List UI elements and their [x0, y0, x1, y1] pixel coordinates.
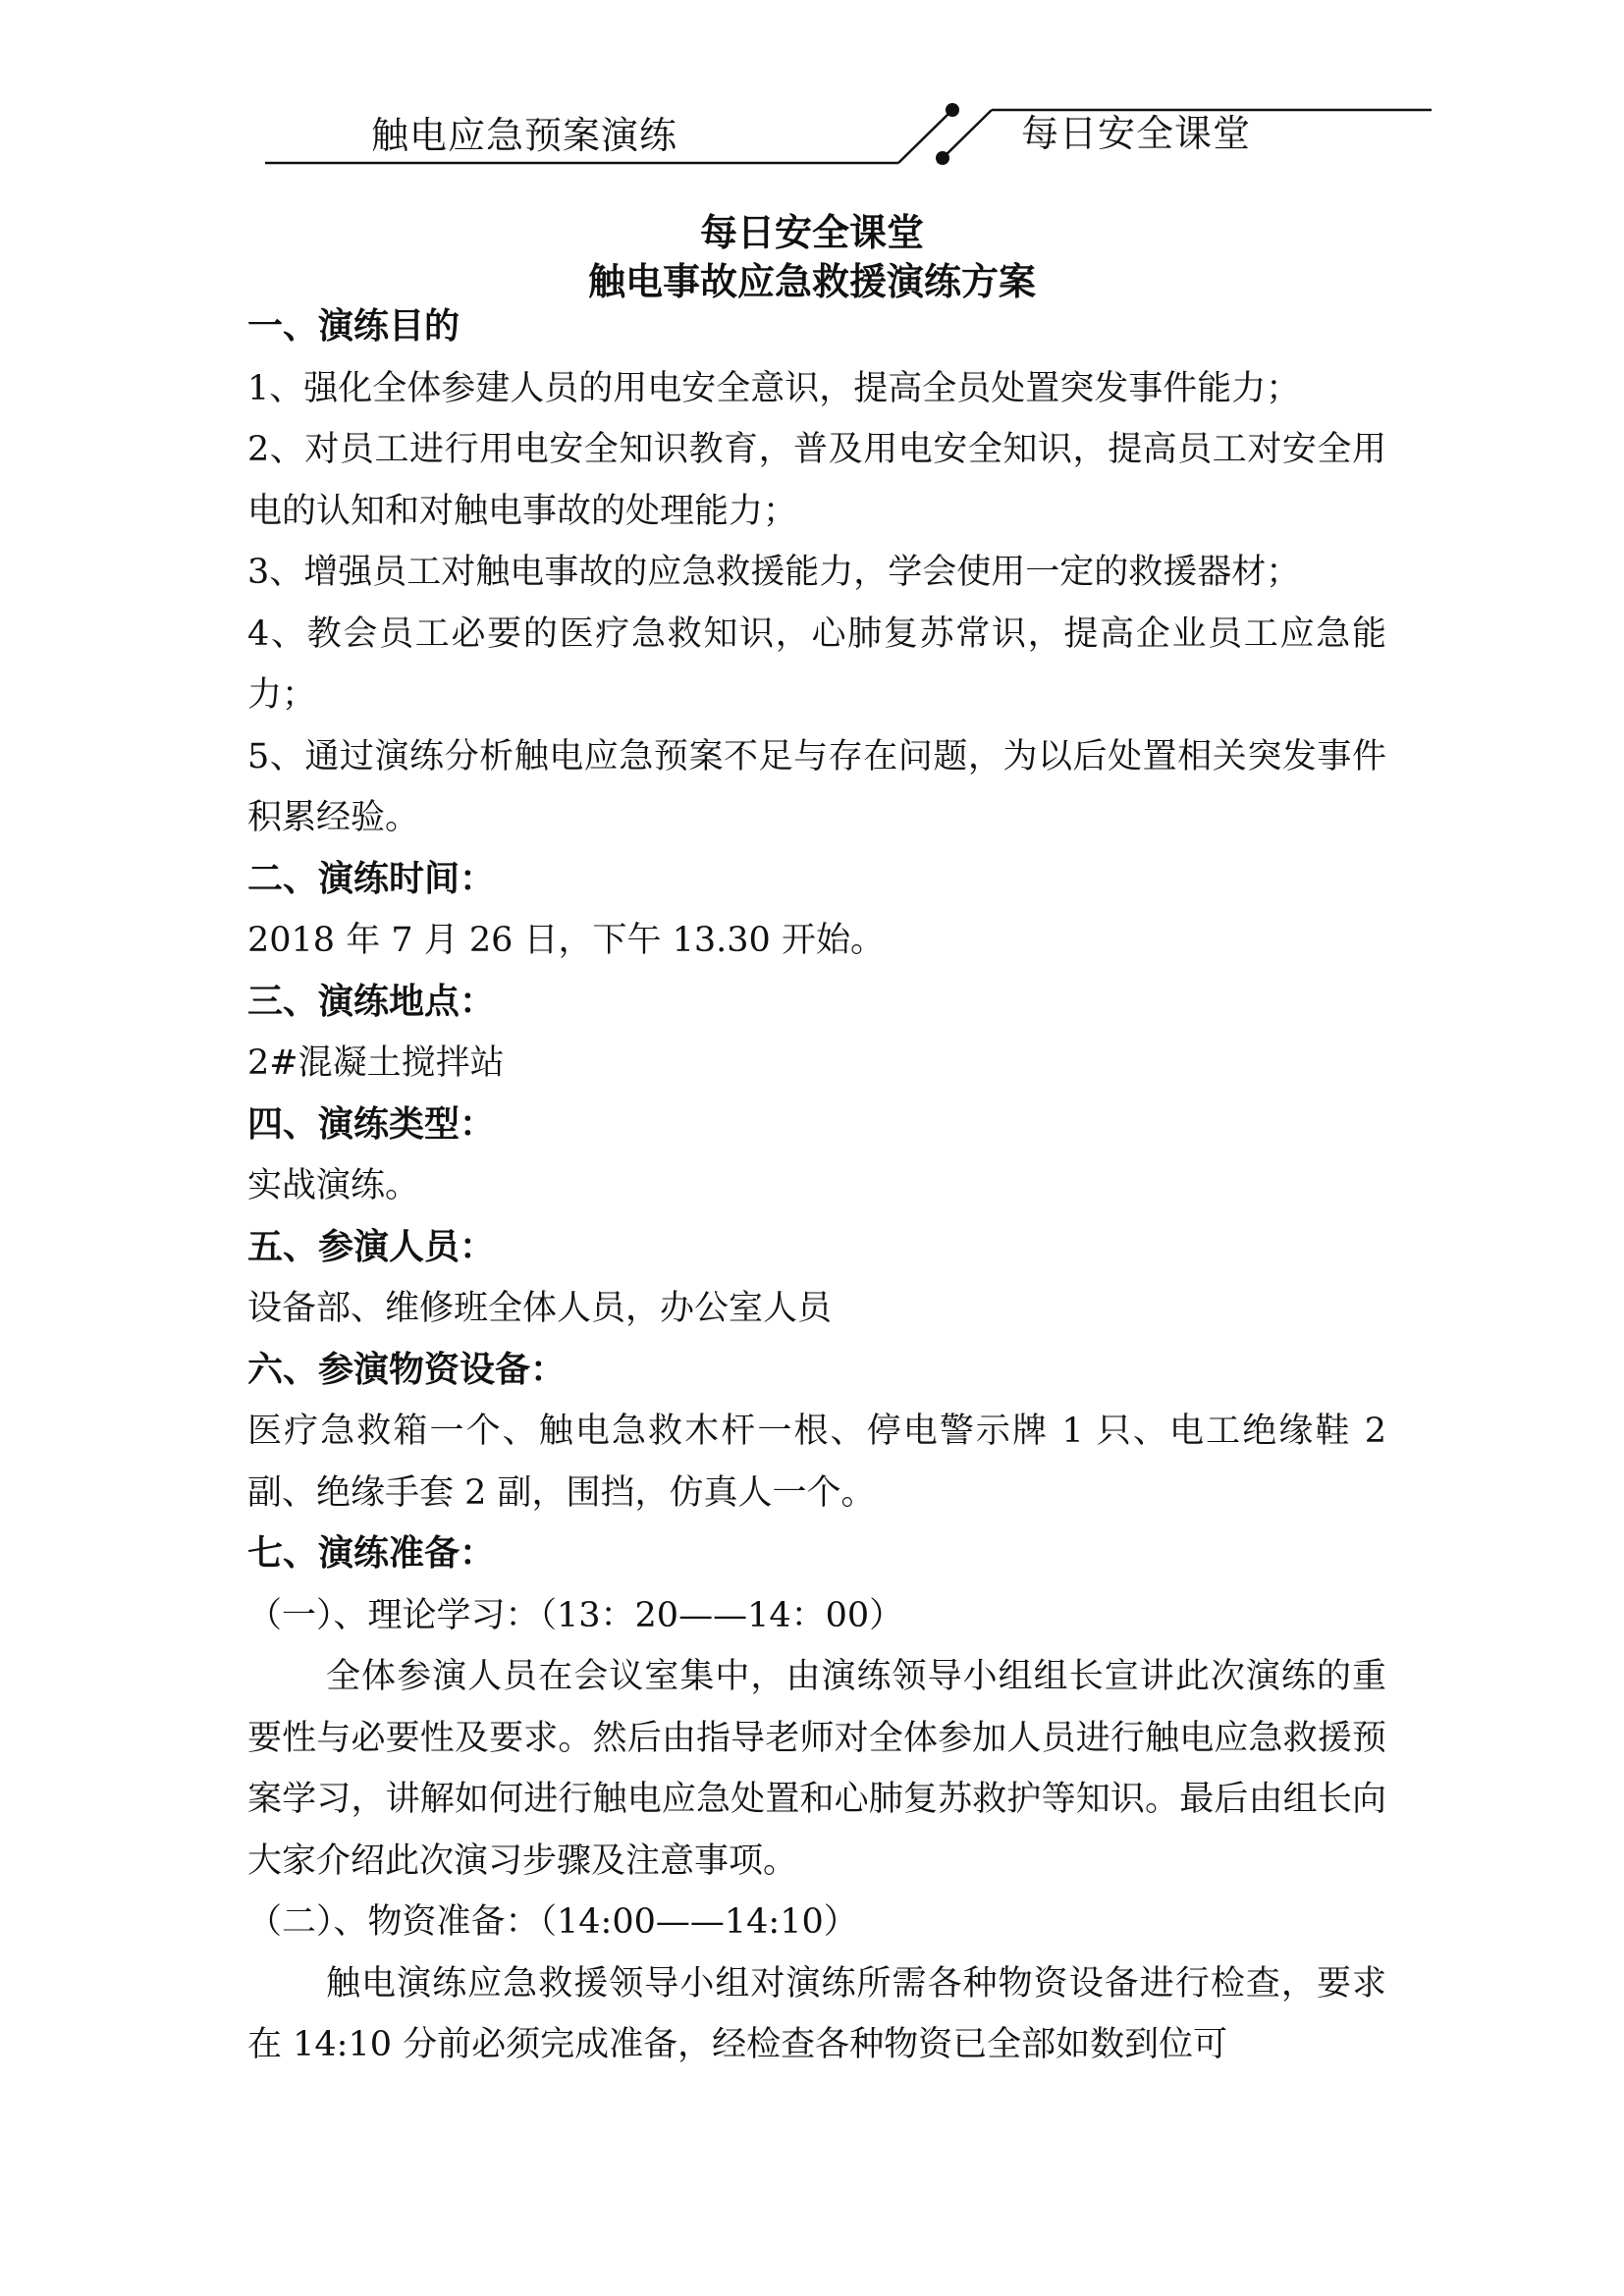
location-text: 2#混凝土搅拌站: [247, 1043, 505, 1083]
purpose-item-1: 1、强化全体参建人员的用电安全意识，提高全员处置突发事件能力；: [247, 368, 1301, 408]
document-body: [247, 296, 1386, 2076]
header-rule-graphic: [0, 0, 1624, 187]
header-left-title: 触电应急预案演练: [371, 114, 678, 157]
section-heading-materials: 六、参演物资设备：: [247, 1349, 567, 1390]
purpose-item-3: 3、增强员工对触电事故的应急救援能力，学会使用一定的救援器材；: [247, 553, 1301, 592]
header-dot-top: [946, 103, 959, 117]
section-heading-type: 四、演练类型：: [247, 1103, 496, 1145]
time-text: 2018 年 7 月 26 日，下午 13.30 开始。: [247, 921, 885, 960]
preparation-theory-heading: （一）、理论学习：（13：20——14：00）: [247, 1595, 904, 1635]
purpose-item-2: 2、对员工进行用电安全知识教育，普及用电安全知识，提高员工对安全用电的认知和对触电事故的处理能力；: [247, 430, 1386, 531]
type-text: 实战演练。: [247, 1166, 420, 1205]
purpose-item-5: 5、通过演练分析触电应急预案不足与存在问题，为以后处置相关突发事件积累经验。: [247, 736, 1386, 837]
header-right-title: 每日安全课堂: [1021, 112, 1252, 155]
section-heading-time: 二、演练时间：: [247, 858, 496, 899]
running-header: [0, 0, 1624, 187]
section-heading-preparation: 七、演练准备：: [247, 1533, 496, 1574]
document-title: [0, 208, 1624, 306]
participants-text: 设备部、维修班全体人员，办公室人员: [247, 1289, 833, 1328]
preparation-theory-text: 全体参演人员在会议室集中，由演练领导小组组长宣讲此次演练的重要性与必要性及要求。然后由指导老师对全体参加人员进行触电应急救援预案学习，讲解如何进行触电应急处置和心肺复苏救护等知识。最后由组长向大家介绍此次演习步骤及注意事项。: [247, 1657, 1386, 1881]
materials-text: 医疗急救箱一个、触电急救木杆一根、停电警示牌 1 只、电工绝缘鞋 2 副、绝缘手套 2 副，围挡，仿真人一个。: [247, 1412, 1386, 1513]
preparation-materials-heading: （二）、物资准备：（14:00——14:10）: [247, 1902, 858, 1942]
section-heading-participants: 五、参演人员：: [247, 1226, 496, 1267]
preparation-materials-text: 触电演练应急救援领导小组对演练所需各种物资设备进行检查，要求在 14:10 分前必须完成准备，经检查各种物资已全部如数到位可: [247, 1963, 1386, 2064]
purpose-item-4: 4、教会员工必要的医疗急救知识，心肺复苏常识，提高企业员工应急能力；: [247, 614, 1386, 715]
section-heading-location: 三、演练地点：: [247, 981, 496, 1022]
header-dot-bottom: [936, 151, 949, 165]
document-title-line2: 触电事故应急救援演练方案: [587, 260, 1036, 303]
document-title-line1: 每日安全课堂: [699, 211, 924, 254]
section-heading-purpose: 一、演练目的: [247, 306, 460, 347]
